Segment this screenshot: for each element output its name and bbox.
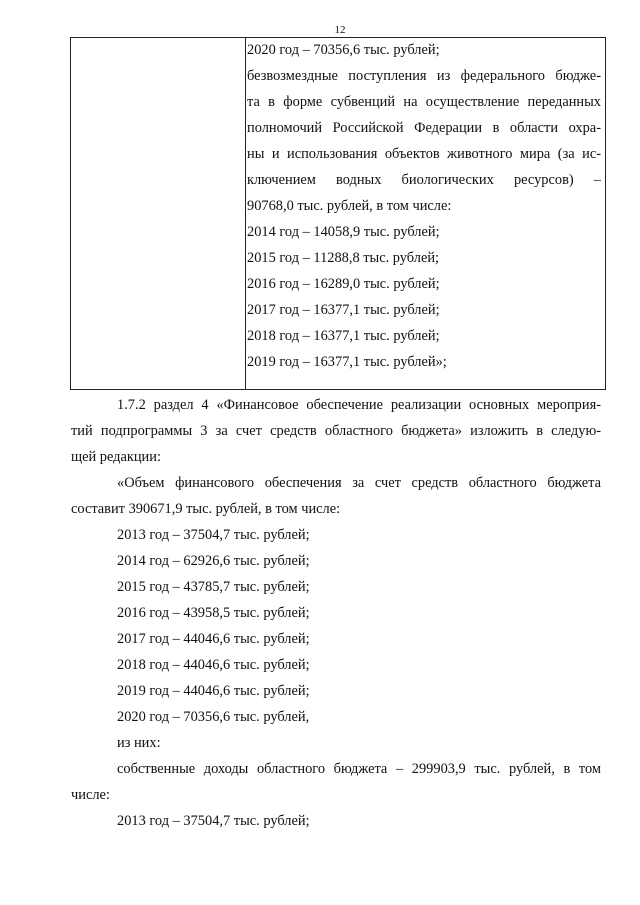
table-line: полномочий Российской Федерации в области охра- [247, 120, 601, 136]
table-line: ключением водных биологических ресурсов) – [247, 172, 601, 188]
paragraph-line: числе: [71, 787, 110, 803]
paragraph-line: из них: [117, 735, 161, 751]
paragraph-line: 2016 год – 43958,5 тыс. рублей; [117, 605, 310, 621]
table-line: 2018 год – 16377,1 тыс. рублей; [247, 328, 440, 344]
table-line: та в форме субвенций на осуществление переданных [247, 94, 601, 110]
paragraph-line: 2017 год – 44046,6 тыс. рублей; [117, 631, 310, 647]
table-line: 90768,0 тыс. рублей, в том числе: [247, 198, 452, 214]
budget-table [70, 37, 606, 390]
paragraph-line: 2019 год – 44046,6 тыс. рублей; [117, 683, 310, 699]
paragraph-line: тий подпрограммы 3 за счет средств областного бюджета» изложить в следую- [71, 423, 601, 439]
page-number: 12 [334, 24, 346, 36]
table-line: 2019 год – 16377,1 тыс. рублей»; [247, 354, 447, 370]
paragraph-line: «Объем финансового обеспечения за счет средств областного бюджета [117, 475, 601, 491]
paragraph-line: 2018 год – 44046,6 тыс. рублей; [117, 657, 310, 673]
paragraph-line: составит 390671,9 тыс. рублей, в том числе: [71, 501, 341, 517]
paragraph-line: 2014 год – 62926,6 тыс. рублей; [117, 553, 310, 569]
table-line: 2020 год – 70356,6 тыс. рублей; [247, 42, 440, 58]
paragraph-line: собственные доходы областного бюджета – 299903,9 тыс. рублей, в том [117, 761, 601, 777]
paragraph-line: 2015 год – 43785,7 тыс. рублей; [117, 579, 310, 595]
table-line: 2017 год – 16377,1 тыс. рублей; [247, 302, 440, 318]
table-line: 2015 год – 11288,8 тыс. рублей; [247, 250, 440, 266]
table-line: безвозмездные поступления из федерального бюдже- [247, 68, 601, 84]
paragraph-line: 2013 год – 37504,7 тыс. рублей; [117, 813, 310, 829]
paragraph-line: 2013 год – 37504,7 тыс. рублей; [117, 527, 310, 543]
table-column-divider [245, 38, 246, 389]
paragraph-line: щей редакции: [71, 449, 161, 465]
table-line: 2016 год – 16289,0 тыс. рублей; [247, 276, 440, 292]
table-line: 2014 год – 14058,9 тыс. рублей; [247, 224, 440, 240]
table-line: ны и использования объектов животного мира (за ис- [247, 146, 601, 162]
paragraph-line: 1.7.2 раздел 4 «Финансовое обеспечение реализации основных мероприя- [117, 397, 601, 413]
paragraph-line: 2020 год – 70356,6 тыс. рублей, [117, 709, 310, 725]
